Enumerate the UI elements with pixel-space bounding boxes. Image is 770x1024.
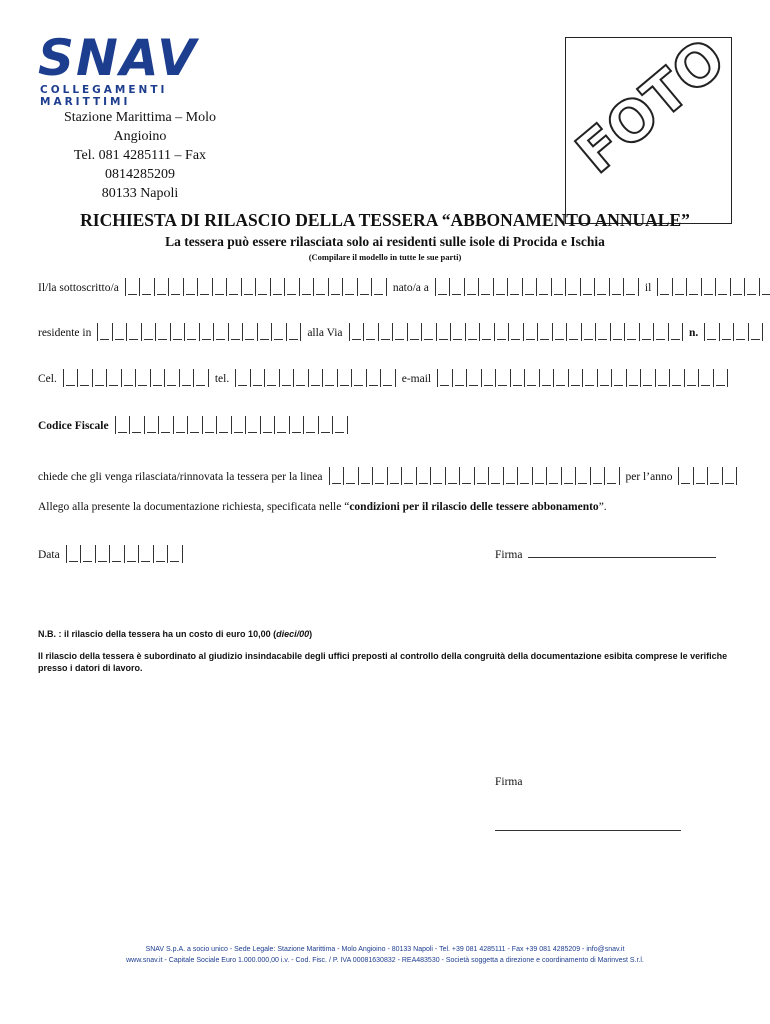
photo-box — [564, 26, 738, 224]
char-box[interactable] — [654, 323, 669, 341]
char-box[interactable] — [184, 278, 199, 296]
char-box[interactable] — [232, 416, 247, 434]
char-box[interactable] — [151, 369, 166, 387]
char-box[interactable] — [489, 467, 504, 485]
char-box[interactable] — [508, 278, 523, 296]
char-box[interactable] — [227, 278, 242, 296]
char-box[interactable] — [438, 369, 453, 387]
char-box[interactable] — [598, 369, 613, 387]
char-box[interactable] — [679, 467, 694, 485]
date-field[interactable] — [66, 545, 183, 563]
char-box[interactable] — [605, 467, 620, 485]
char-box[interactable] — [417, 467, 432, 485]
char-box[interactable] — [685, 369, 700, 387]
char-box[interactable] — [350, 323, 365, 341]
char-box[interactable] — [214, 323, 229, 341]
char-box[interactable] — [734, 323, 749, 341]
char-box[interactable] — [460, 467, 475, 485]
char-box[interactable] — [185, 323, 200, 341]
char-box[interactable] — [352, 369, 367, 387]
char-box[interactable] — [610, 278, 625, 296]
char-box[interactable] — [110, 545, 125, 563]
char-box[interactable] — [702, 278, 717, 296]
char-box[interactable] — [359, 467, 374, 485]
char-box[interactable] — [290, 416, 305, 434]
mobile-label: Cel. — [38, 373, 57, 385]
street-label: alla Via — [307, 327, 343, 339]
char-box[interactable] — [624, 278, 639, 296]
char-box[interactable] — [333, 416, 348, 434]
char-box[interactable] — [525, 369, 540, 387]
char-box[interactable] — [553, 323, 568, 341]
char-box[interactable] — [139, 545, 154, 563]
attach-suffix: ”. — [598, 501, 607, 513]
char-box[interactable] — [540, 369, 555, 387]
birthplace-field[interactable] — [435, 278, 639, 296]
char-box[interactable] — [198, 278, 213, 296]
char-box[interactable] — [188, 416, 203, 434]
char-box[interactable] — [699, 369, 714, 387]
char-box[interactable] — [694, 467, 709, 485]
char-box[interactable] — [113, 323, 128, 341]
residence-field[interactable] — [97, 323, 301, 341]
char-box[interactable] — [165, 369, 180, 387]
char-box[interactable] — [287, 323, 302, 341]
char-box[interactable] — [168, 545, 183, 563]
char-box[interactable] — [338, 369, 353, 387]
char-box[interactable] — [480, 323, 495, 341]
char-box[interactable] — [242, 278, 257, 296]
char-box[interactable] — [581, 278, 596, 296]
char-box[interactable] — [379, 323, 394, 341]
line-field[interactable] — [329, 467, 620, 485]
footer-line-2: www.snav.it - Capitale Sociale Euro 1.000.000,00 i.v. - Cod. Fisc. / P. IVA 00081630832 - REA483530 - Società soggetta a direzione e coordinamento di Marinvest S.r.l. — [126, 957, 644, 964]
char-box[interactable] — [673, 278, 688, 296]
nb-note — [38, 628, 312, 640]
mobile-field[interactable] — [63, 369, 209, 387]
char-box[interactable] — [494, 278, 509, 296]
char-box[interactable] — [142, 323, 157, 341]
footer-line-1: SNAV S.p.A. a socio unico - Sede Legale: Stazione Marittima - Molo Angioino - 80133 Napoli - Tel. +39 081 4285111 - Fax +39 081 4285209 - info@snav.it — [145, 946, 625, 953]
char-box[interactable] — [612, 369, 627, 387]
char-box[interactable] — [261, 416, 276, 434]
char-box[interactable] — [98, 323, 113, 341]
char-box[interactable] — [280, 369, 295, 387]
form-title: RICHIESTA DI RILASCIO DELLA TESSERA “ABBONAMENTO ANNUALE” — [80, 210, 690, 230]
birth-date-field[interactable] — [657, 278, 770, 296]
char-box[interactable] — [67, 545, 82, 563]
char-box[interactable] — [611, 323, 626, 341]
resident-in-label: residente in — [38, 327, 92, 339]
char-box[interactable] — [533, 467, 548, 485]
char-box[interactable] — [171, 323, 186, 341]
char-box[interactable] — [243, 323, 258, 341]
char-box[interactable] — [78, 369, 93, 387]
char-box[interactable] — [344, 467, 359, 485]
row-date — [38, 545, 338, 563]
char-box[interactable] — [596, 323, 611, 341]
char-box[interactable] — [174, 416, 189, 434]
char-box[interactable] — [319, 416, 334, 434]
char-box[interactable] — [309, 369, 324, 387]
char-box[interactable] — [569, 369, 584, 387]
char-box[interactable] — [465, 278, 480, 296]
char-box[interactable] — [93, 369, 108, 387]
row-request — [38, 467, 738, 485]
char-box[interactable] — [236, 369, 251, 387]
char-box[interactable] — [256, 278, 271, 296]
char-box[interactable] — [669, 323, 684, 341]
char-box[interactable] — [107, 369, 122, 387]
char-box[interactable] — [145, 416, 160, 434]
request-text: chiede che gli venga rilasciata/rinnovata la tessera per la linea — [38, 471, 323, 483]
char-box[interactable] — [467, 369, 482, 387]
form-subtitle: La tessera può essere rilasciata solo ai residenti sulle isole di Procida e Ischia — [165, 234, 605, 249]
char-box[interactable] — [156, 323, 171, 341]
char-box[interactable] — [760, 278, 770, 296]
company-address — [40, 108, 240, 203]
char-box[interactable] — [314, 278, 329, 296]
char-box[interactable] — [364, 323, 379, 341]
char-box[interactable] — [625, 323, 640, 341]
char-box[interactable] — [294, 369, 309, 387]
char-box[interactable] — [258, 323, 273, 341]
char-box[interactable] — [300, 278, 315, 296]
char-box[interactable] — [154, 545, 169, 563]
char-box[interactable] — [169, 278, 184, 296]
attach-prefix: Allego alla presente la documentazione richiesta, specificata nelle “ — [38, 501, 350, 513]
nb-italic: dieci/00 — [276, 629, 310, 639]
char-box[interactable] — [329, 278, 344, 296]
char-box[interactable] — [705, 323, 720, 341]
signature-label: Firma — [495, 549, 523, 561]
char-box[interactable] — [453, 369, 468, 387]
disclaimer-text: Il rilascio della tessera è subordinato al giudizio insindacabile degli uffici preposti al controllo della congruità della documentazione esibita comprese le verifiche presso i datori di lavoro. — [38, 651, 728, 673]
char-box[interactable] — [159, 416, 174, 434]
signature-area — [495, 549, 716, 561]
char-box[interactable] — [408, 323, 423, 341]
char-box[interactable] — [272, 323, 287, 341]
char-box[interactable] — [582, 323, 597, 341]
char-box[interactable] — [552, 278, 567, 296]
char-box[interactable] — [523, 278, 538, 296]
char-box[interactable] — [275, 416, 290, 434]
char-box[interactable] — [554, 369, 569, 387]
street-number-field[interactable] — [704, 323, 763, 341]
phone-label: tel. — [214, 373, 230, 385]
char-box[interactable] — [125, 545, 140, 563]
char-box[interactable] — [81, 545, 96, 563]
char-box[interactable] — [451, 323, 466, 341]
char-box[interactable] — [466, 323, 481, 341]
undersigned-field[interactable] — [125, 278, 387, 296]
char-box[interactable] — [450, 278, 465, 296]
address-line-2: Tel. 081 4285111 – Fax 0814285209 — [73, 148, 207, 182]
char-box[interactable] — [203, 416, 218, 434]
row-contacts — [38, 369, 738, 387]
char-box[interactable] — [246, 416, 261, 434]
row-tax-code — [38, 416, 738, 434]
char-box[interactable] — [538, 323, 553, 341]
char-box[interactable] — [496, 369, 511, 387]
year-field[interactable] — [678, 467, 737, 485]
form-note: (Compilare il modello in tutte le sue parti) — [308, 252, 462, 262]
char-box[interactable] — [504, 467, 519, 485]
row-residence — [38, 323, 738, 341]
email-field[interactable] — [437, 369, 728, 387]
char-box[interactable] — [509, 323, 524, 341]
char-box[interactable] — [640, 323, 655, 341]
snav-logo — [38, 29, 248, 108]
row-personal — [38, 278, 738, 296]
char-box[interactable] — [537, 278, 552, 296]
char-box[interactable] — [745, 278, 760, 296]
char-box[interactable] — [402, 467, 417, 485]
undersigned-label: Il/la sottoscritto/a — [38, 282, 119, 294]
char-box[interactable] — [518, 467, 533, 485]
char-box[interactable] — [720, 323, 735, 341]
char-box[interactable] — [716, 278, 731, 296]
phone-field[interactable] — [235, 369, 396, 387]
char-box[interactable] — [96, 545, 111, 563]
char-box[interactable] — [381, 369, 396, 387]
char-box[interactable] — [595, 278, 610, 296]
char-box[interactable] — [271, 278, 286, 296]
year-label: per l’anno — [625, 471, 673, 483]
char-box[interactable] — [343, 278, 358, 296]
signature-label-2: Firma — [495, 776, 523, 788]
char-box[interactable] — [251, 369, 266, 387]
char-box[interactable] — [562, 467, 577, 485]
char-box[interactable] — [372, 278, 387, 296]
char-box[interactable] — [714, 369, 729, 387]
email-label: e-mail — [401, 373, 432, 385]
char-box[interactable] — [670, 369, 685, 387]
char-box[interactable] — [126, 278, 141, 296]
char-box[interactable] — [116, 416, 131, 434]
char-box[interactable] — [229, 323, 244, 341]
nb-suffix: ) — [309, 629, 313, 639]
signature-line[interactable] — [528, 557, 716, 558]
char-box[interactable] — [687, 278, 702, 296]
char-box[interactable] — [436, 278, 451, 296]
char-box[interactable] — [217, 416, 232, 434]
char-box[interactable] — [304, 416, 319, 434]
char-box[interactable] — [265, 369, 280, 387]
photo-label: FOTO — [564, 26, 738, 187]
logo-subtitle: COLLEGAMENTI MARITTIMI — [40, 84, 168, 108]
char-box[interactable] — [393, 323, 408, 341]
char-box[interactable] — [194, 369, 209, 387]
address-line-3: 80133 Napoli — [101, 186, 179, 201]
signature-line-2[interactable] — [495, 830, 681, 831]
tax-code-field[interactable] — [115, 416, 348, 434]
char-box[interactable] — [64, 369, 79, 387]
char-box[interactable] — [708, 467, 723, 485]
nb-prefix: N.B. : il rilascio della tessera ha un costo di euro 10,00 ( — [38, 629, 277, 639]
address-line-1: Stazione Marittima – Molo Angioino — [63, 110, 217, 144]
char-box[interactable] — [285, 278, 300, 296]
char-box[interactable] — [591, 467, 606, 485]
char-box[interactable] — [656, 369, 671, 387]
char-box[interactable] — [731, 278, 746, 296]
born-in-label: nato/a a — [392, 282, 429, 294]
char-box[interactable] — [323, 369, 338, 387]
char-box[interactable] — [583, 369, 598, 387]
char-box[interactable] — [547, 467, 562, 485]
date-label: Data — [38, 549, 60, 561]
attachment-statement — [38, 501, 607, 513]
char-box[interactable] — [140, 278, 155, 296]
char-box[interactable] — [422, 323, 437, 341]
char-box[interactable] — [495, 323, 510, 341]
char-box[interactable] — [658, 278, 673, 296]
char-box[interactable] — [482, 369, 497, 387]
char-box[interactable] — [388, 467, 403, 485]
char-box[interactable] — [373, 467, 388, 485]
char-box[interactable] — [136, 369, 151, 387]
number-label: n. — [689, 327, 699, 339]
char-box[interactable] — [431, 467, 446, 485]
char-box[interactable] — [566, 278, 581, 296]
char-box[interactable] — [213, 278, 228, 296]
street-field[interactable] — [349, 323, 684, 341]
char-box[interactable] — [437, 323, 452, 341]
attach-bold: condizioni per il rilascio delle tessere abbonamento — [349, 501, 599, 513]
char-box[interactable] — [479, 278, 494, 296]
char-box[interactable] — [511, 369, 526, 387]
char-box[interactable] — [155, 278, 170, 296]
char-box[interactable] — [627, 369, 642, 387]
char-box[interactable] — [475, 467, 490, 485]
birth-date-label: il — [644, 282, 652, 294]
char-box[interactable] — [723, 467, 738, 485]
char-box[interactable] — [358, 278, 373, 296]
char-box[interactable] — [180, 369, 195, 387]
char-box[interactable] — [567, 323, 582, 341]
char-box[interactable] — [641, 369, 656, 387]
char-box[interactable] — [367, 369, 382, 387]
char-box[interactable] — [446, 467, 461, 485]
char-box[interactable] — [576, 467, 591, 485]
char-box[interactable] — [524, 323, 539, 341]
char-box[interactable] — [330, 467, 345, 485]
logo-word: SNAV — [38, 29, 198, 87]
char-box[interactable] — [122, 369, 137, 387]
char-box[interactable] — [127, 323, 142, 341]
tax-code-label: Codice Fiscale — [38, 420, 109, 432]
char-box[interactable] — [749, 323, 764, 341]
char-box[interactable] — [200, 323, 215, 341]
char-box[interactable] — [130, 416, 145, 434]
